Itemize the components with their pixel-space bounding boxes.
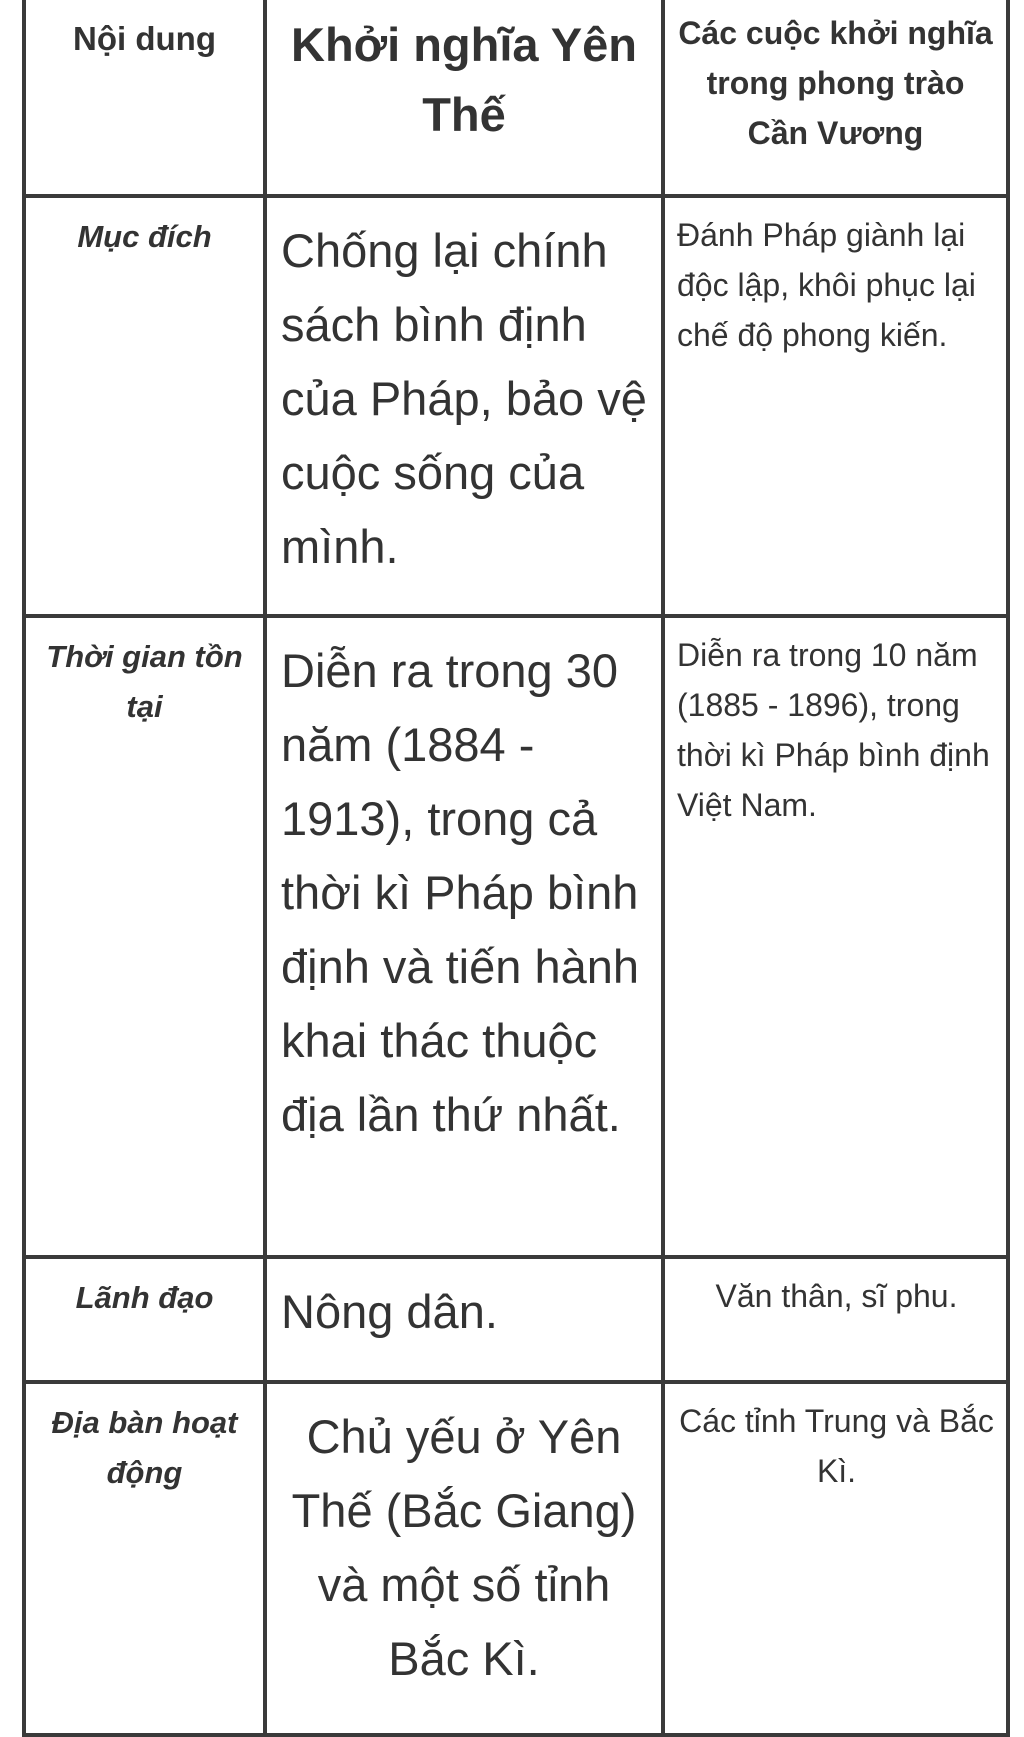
table-row-duration (24, 616, 1008, 1257)
cell-yen-the-leadership: Nông dân. (265, 1257, 663, 1382)
row-label-leadership: Lãnh đạo (24, 1257, 265, 1382)
cell-can-vuong-area: Các tỉnh Trung và Bắc Kì. (663, 1382, 1008, 1735)
row-label-duration: Thời gian tồn tại (24, 616, 265, 1257)
table-row-leadership (24, 1257, 1008, 1382)
row-label-area: Địa bàn hoạt động (24, 1382, 265, 1735)
comparison-table (22, 0, 1010, 1737)
header-row (24, 0, 1008, 196)
header-can-vuong: Các cuộc khởi nghĩa trong phong trào Cần Vương (663, 0, 1008, 196)
table-row-area (24, 1382, 1008, 1735)
cell-can-vuong-leadership: Văn thân, sĩ phu. (663, 1257, 1008, 1382)
cell-can-vuong-purpose: Đánh Pháp giành lại độc lập, khôi phục lại chế độ phong kiến. (663, 196, 1008, 616)
header-content: Nội dung (24, 0, 265, 196)
cell-yen-the-area: Chủ yếu ở Yên Thế (Bắc Giang) và một số tỉnh Bắc Kì. (265, 1382, 663, 1735)
cell-yen-the-duration: Diễn ra trong 30 năm (1884 - 1913), trong cả thời kì Pháp bình định và tiến hành khai thác thuộc địa lần thứ nhất. (265, 616, 663, 1257)
table-row-purpose (24, 196, 1008, 616)
row-label-purpose: Mục đích (24, 196, 265, 616)
cell-yen-the-purpose: Chống lại chính sách bình định của Pháp, bảo vệ cuộc sống của mình. (265, 196, 663, 616)
header-yen-the: Khởi nghĩa Yên Thế (265, 0, 663, 196)
cell-can-vuong-duration: Diễn ra trong 10 năm (1885 - 1896), trong thời kì Pháp bình định Việt Nam. (663, 616, 1008, 1257)
